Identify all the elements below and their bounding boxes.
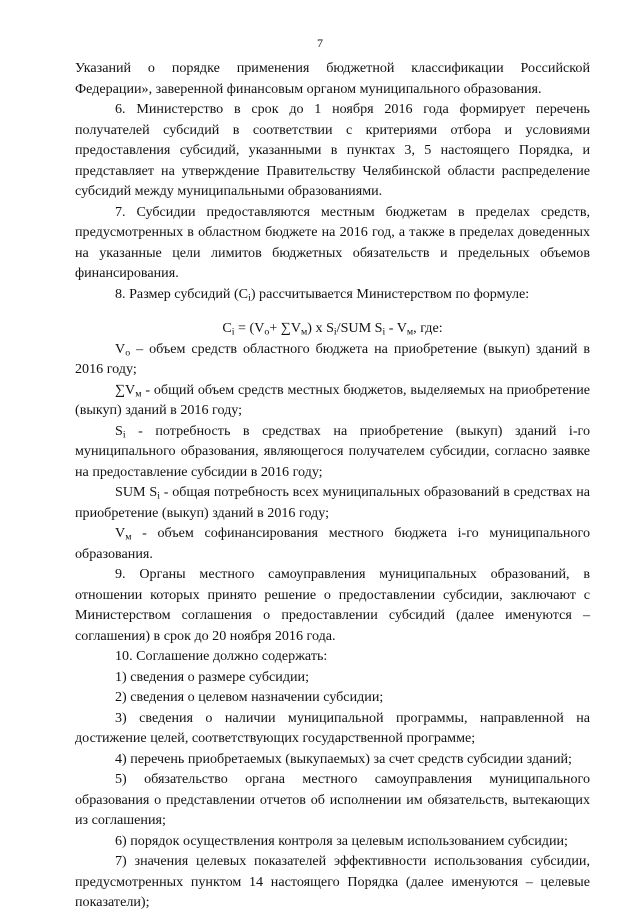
definition-sub: i [122, 428, 126, 440]
formula-part: C [222, 320, 232, 336]
definition-text: - общая потребность всех муниципальных образований в средствах на приобретение (выкуп) зданий в 2016 году; [75, 484, 590, 521]
definition-text: – объем средств областного бюджета на приобретение (выкуп) зданий в 2016 году; [75, 340, 590, 377]
definition-symbol: V [115, 340, 126, 357]
definition-symbol: V [115, 525, 126, 541]
definition-symbol: S [115, 422, 123, 439]
definition-text: - потребность в средствах на приобретение (выкуп) зданий i-го муниципального образования, являющегося получателем субсидии, согласно заявке на предоставление субсидии в 2016 году; [75, 422, 590, 480]
definition-si [75, 421, 590, 483]
definition-sub: м [125, 531, 132, 543]
formula [75, 318, 590, 339]
formula-sub: i [231, 326, 235, 338]
formula-part: - V [385, 320, 407, 336]
list-item-3: 3) сведения о наличии муниципальной программы, направленной на достижение целей, соответствующих государственной программе; [75, 709, 590, 746]
formula-sub: м [406, 326, 414, 338]
definition-symbol: SUM S [115, 484, 158, 500]
list-item-4: 4) перечень приобретаемых (выкупаемых) за счет средств субсидии зданий; [115, 750, 572, 767]
formula-part: + ∑V [269, 320, 302, 336]
definition-text: - объем софинансирования местного бюджета i-го муниципального образования. [75, 525, 590, 562]
definition-vo [75, 339, 590, 380]
paragraph-8-text-end: ) рассчитывается Министерством по формуле: [250, 285, 530, 302]
definition-text: - общий объем средств местных бюджетов, выделяемых на приобретение (выкуп) зданий в 2016 году; [75, 381, 590, 418]
definition-sub: i [157, 490, 160, 502]
definition-sum-vm [75, 380, 590, 421]
definition-symbol: ∑V [115, 381, 136, 398]
list-item-5: 5) обязательство органа местного самоуправления муниципального образования о представлении отчетов об исполнении им обязательств, вытекающих из соглашения; [75, 771, 590, 828]
definition-sub: o [125, 346, 131, 358]
paragraph-8-text: 8. Размер субсидий (C [115, 285, 249, 302]
page-number: 7 [317, 36, 323, 50]
list-item-6: 6) порядок осуществления контроля за целевым использованием субсидии; [115, 832, 568, 849]
definition-sum-si [75, 482, 590, 523]
paragraph-9: 9. Органы местного самоуправления муниципальных образований, в отношении которых принято решение о предоставлении субсидии, заключают с Министерством соглашения о предоставлении субсидий (далее именуются – соглашения) в срок до 20 ноября 2016 года. [75, 566, 590, 644]
paragraph-8-subscript: i [248, 291, 251, 303]
formula-part: , где: [413, 320, 443, 336]
formula-sub: i [382, 326, 386, 338]
paragraph-6: 6. Министерство в срок до 1 ноября 2016 года формирует перечень получателей субсидий в соответствии с критериями отбора и условиями предоставления субсидий, указанными в пунктах 3, 5 настоящего Порядка, и представляет на утверждение Правительству Челябинской области распределение субсидий между муниципальными образованиями. [75, 101, 590, 199]
document-body [75, 58, 590, 913]
list-item-2: 2) сведения о целевом назначении субсидии; [115, 689, 384, 705]
formula-part: = (V [234, 320, 265, 336]
list-item-1: 1) сведения о размере субсидии; [115, 668, 309, 685]
list-item-7: 7) значения целевых показателей эффективности использования субсидии, предусмотренных пунктом 14 настоящего Порядка (далее именуются – целевые показатели); [75, 853, 590, 910]
definition-sub: м [135, 387, 142, 399]
formula-sub: i [333, 326, 337, 338]
paragraph-10: 10. Соглашение должно содержать: [115, 648, 328, 664]
paragraph-continuation: Указаний о порядке применения бюджетной классификации Российской Федерации», заверенной финансовым органом муниципального образования. [75, 60, 590, 97]
formula-part: ) x S [307, 320, 334, 336]
paragraph-7: 7. Субсидии предоставляются местным бюджетам в пределах средств, предусмотренных в областном бюджете на 2016 год, а также в пределах доведенных на указанные цели лимитов бюджетных обязательств и предельных объемов финансирования. [75, 203, 590, 281]
formula-sub: o [264, 326, 270, 338]
paragraph-8 [75, 284, 590, 305]
formula-part: /SUM S [336, 320, 383, 336]
formula-sub: м [301, 326, 308, 338]
definition-vm [75, 523, 590, 564]
